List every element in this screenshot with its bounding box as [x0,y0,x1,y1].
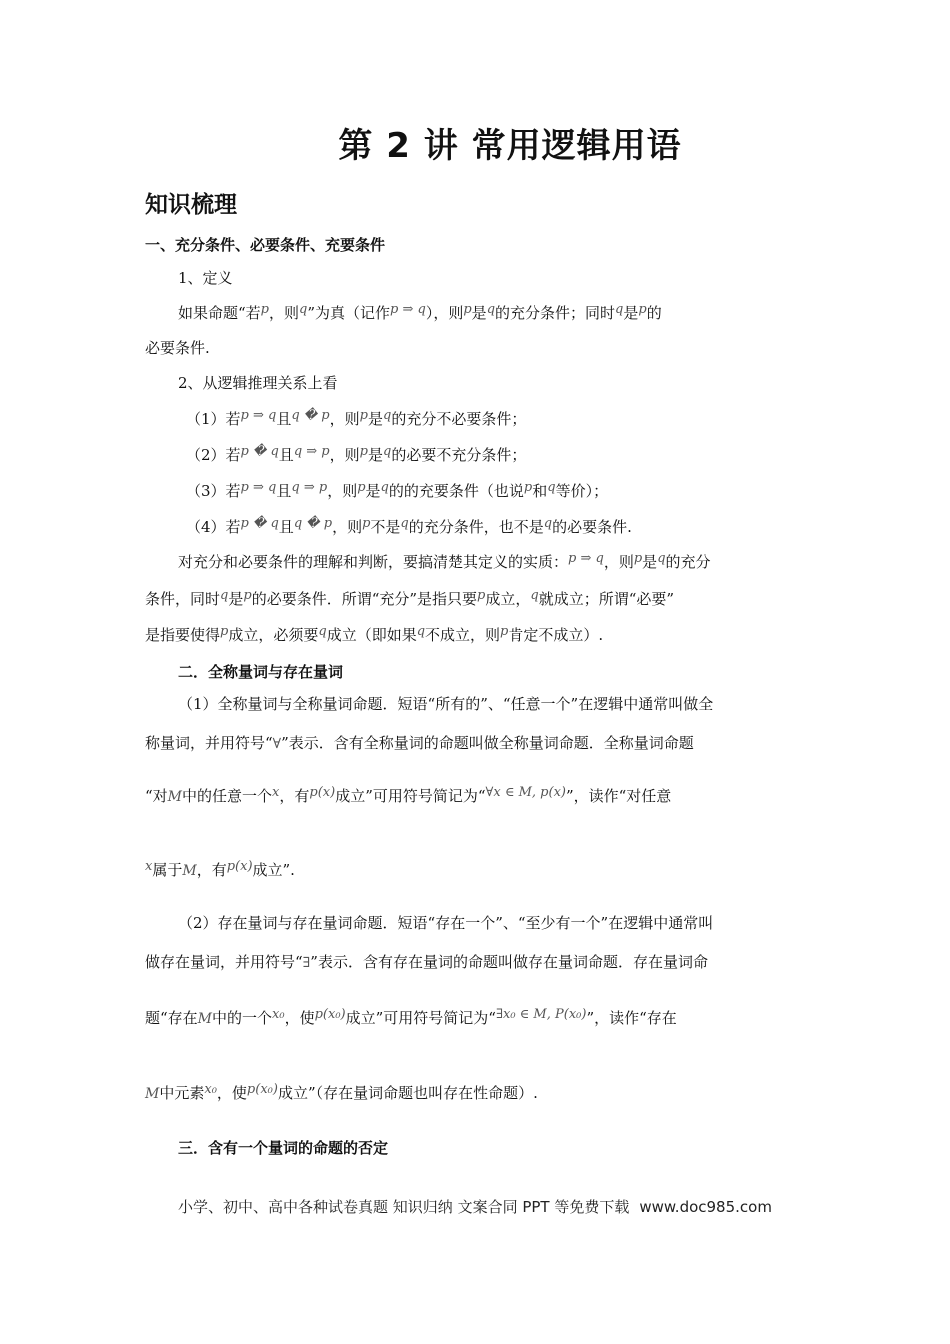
heading-s3: 三．含有一个量词的命题的否定 [178,1139,389,1157]
heading-s1: 一、充分条件、必要条件、充要条件 [145,236,386,254]
case-2: （2）若p � q且q ⇒ p，则p是q的必要不充分条件； [186,444,527,464]
case-3: （3）若p ⇒ q且q ⇒ p，则p是q的的充要条件（也说p和q等价）； [186,480,609,500]
universal-line-1: （1）全称量词与全称量词命题．短语“所有的”、“任意一个”在逻辑中通常叫做全 [178,695,714,713]
case-4: （4）若p � q且q � p，则p不是q的充分条件，也不是q的必要条件. [186,516,632,536]
existential-line-1: （2）存在量词与存在量词命题．短语“存在一个”、“至少有一个”在逻辑中通常叫 [178,914,714,932]
footer-link[interactable]: www.doc985.com [639,1198,772,1216]
sub-heading-logic: 2、从逻辑推理关系上看 [178,374,338,392]
heading-s2: 二．全称量词与存在量词 [178,663,344,681]
definition-line-2: 必要条件. [145,339,210,357]
case-1: （1）若p ⇒ q且q � p，则p是q的充分不必要条件； [186,408,527,428]
existential-line-2: 做存在量词，并用符号“∃”表示．含有存在量词的命题叫做存在量词命题．存在量词命 [145,953,708,971]
understanding-line-1: 对充分和必要条件的理解和判断，要搞清楚其定义的实质：p ⇒ q，则p是q的充分 [178,551,711,571]
definition-line-1: 如果命题“若p，则q”为真（记作p ⇒ q），则p是q的充分条件；同时q是p的 [178,302,662,322]
sub-heading-definition: 1、定义 [178,269,233,287]
existential-line-4: M中元素x₀，使p(x₀)成立”（存在量词命题也叫存在性命题）. [145,1082,538,1102]
understanding-line-3: 是指要使得p成立，必须要q成立（即如果q不成立，则p肯定不成立）. [145,624,604,644]
footer-text: 小学、初中、高中各种试卷真题 知识归纳 文案合同 PPT 等免费下载 [178,1198,630,1216]
page-title: 第 2 讲 常用逻辑用语 [338,126,682,166]
section-heading: 知识梳理 [145,192,237,218]
universal-line-4: x属于M，有p(x)成立”. [145,859,295,879]
universal-line-2: 称量词，并用符号“∀”表示．含有全称量词的命题叫做全称量词命题．全称量词命题 [145,734,694,752]
understanding-line-2: 条件，同时q是p的必要条件．所谓“充分”是指只要p成立，q就成立；所谓“必要” [145,588,675,608]
page-footer [0,1196,950,1217]
universal-line-3: “对M中的任意一个x，有p(x)成立”可用符号简记为“∀x ∈ M, p(x)”，读作“对任意 [145,785,672,805]
existential-line-3: 题“存在M中的一个x₀，使p(x₀)成立”可用符号简记为“∃x₀ ∈ M, P(x₀)”，读作“存在 [145,1007,677,1027]
